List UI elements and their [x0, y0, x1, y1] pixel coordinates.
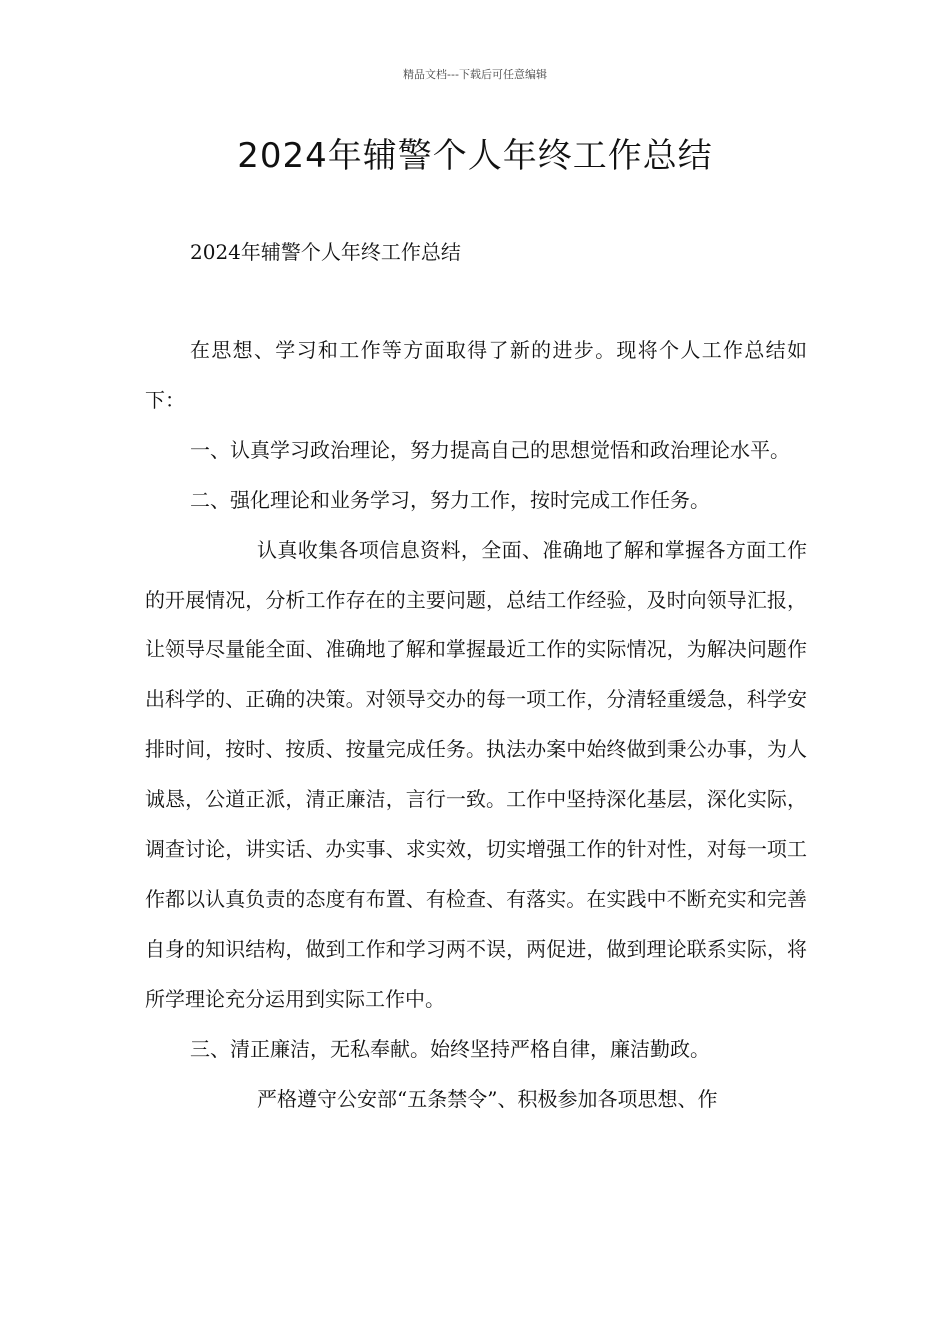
paragraph-section-2: 二、强化理论和业务学习，努力工作，按时完成工作任务。 — [190, 487, 710, 512]
header-note: 精品文档---下载后可任意编辑 — [403, 68, 547, 81]
document-subtitle: 2024年辅警个人年终工作总结 — [190, 240, 461, 264]
paragraph-section-3: 三、清正廉洁，无私奉献。始终坚持严格自律，廉洁勤政。 — [190, 1036, 710, 1061]
paragraph-section-1: 一、认真学习政治理论，努力提高自己的思想觉悟和政治理论水平。 — [190, 437, 790, 462]
paragraph-intro: 在思想、学习和工作等方面取得了新的进步。现将个人工作总结如下： — [145, 338, 807, 412]
paragraph-section-3-detail: 严格遵守公安部“五条禁令”、积极参加各项思想、作 — [257, 1086, 718, 1111]
paragraph-section-2-detail: 认真收集各项信息资料，全面、准确地了解和掌握各方面工作的开展情况，分析工作存在的主要问题，总结工作经验，及时向领导汇报，让领导尽量能全面、准确地了解和掌握最近工作的实际情况，为解决问题作出科学的、正确的决策。对领导交办的每一项工作，分清轻重缓急，科学安排时间，按时、按质、按量完成任务。执法办案中始终做到秉公办事，为人诚恳，公道正派，清正廉洁，言行一致。工作中坚持深化基层，深化实际，调查讨论，讲实话、办实事、求实效，切实增强工作的针对性，对每一项工作都以认真负责的态度有布置、有检查、有落实。在实践中不断充实和完善自身的知识结构，做到工作和学习两不误，两促进，做到理论联系实际，将所学理论充分运用到实际工作中。 — [145, 537, 807, 1011]
document-title: 2024年辅警个人年终工作总结 — [237, 136, 713, 176]
document-body — [145, 326, 807, 1125]
